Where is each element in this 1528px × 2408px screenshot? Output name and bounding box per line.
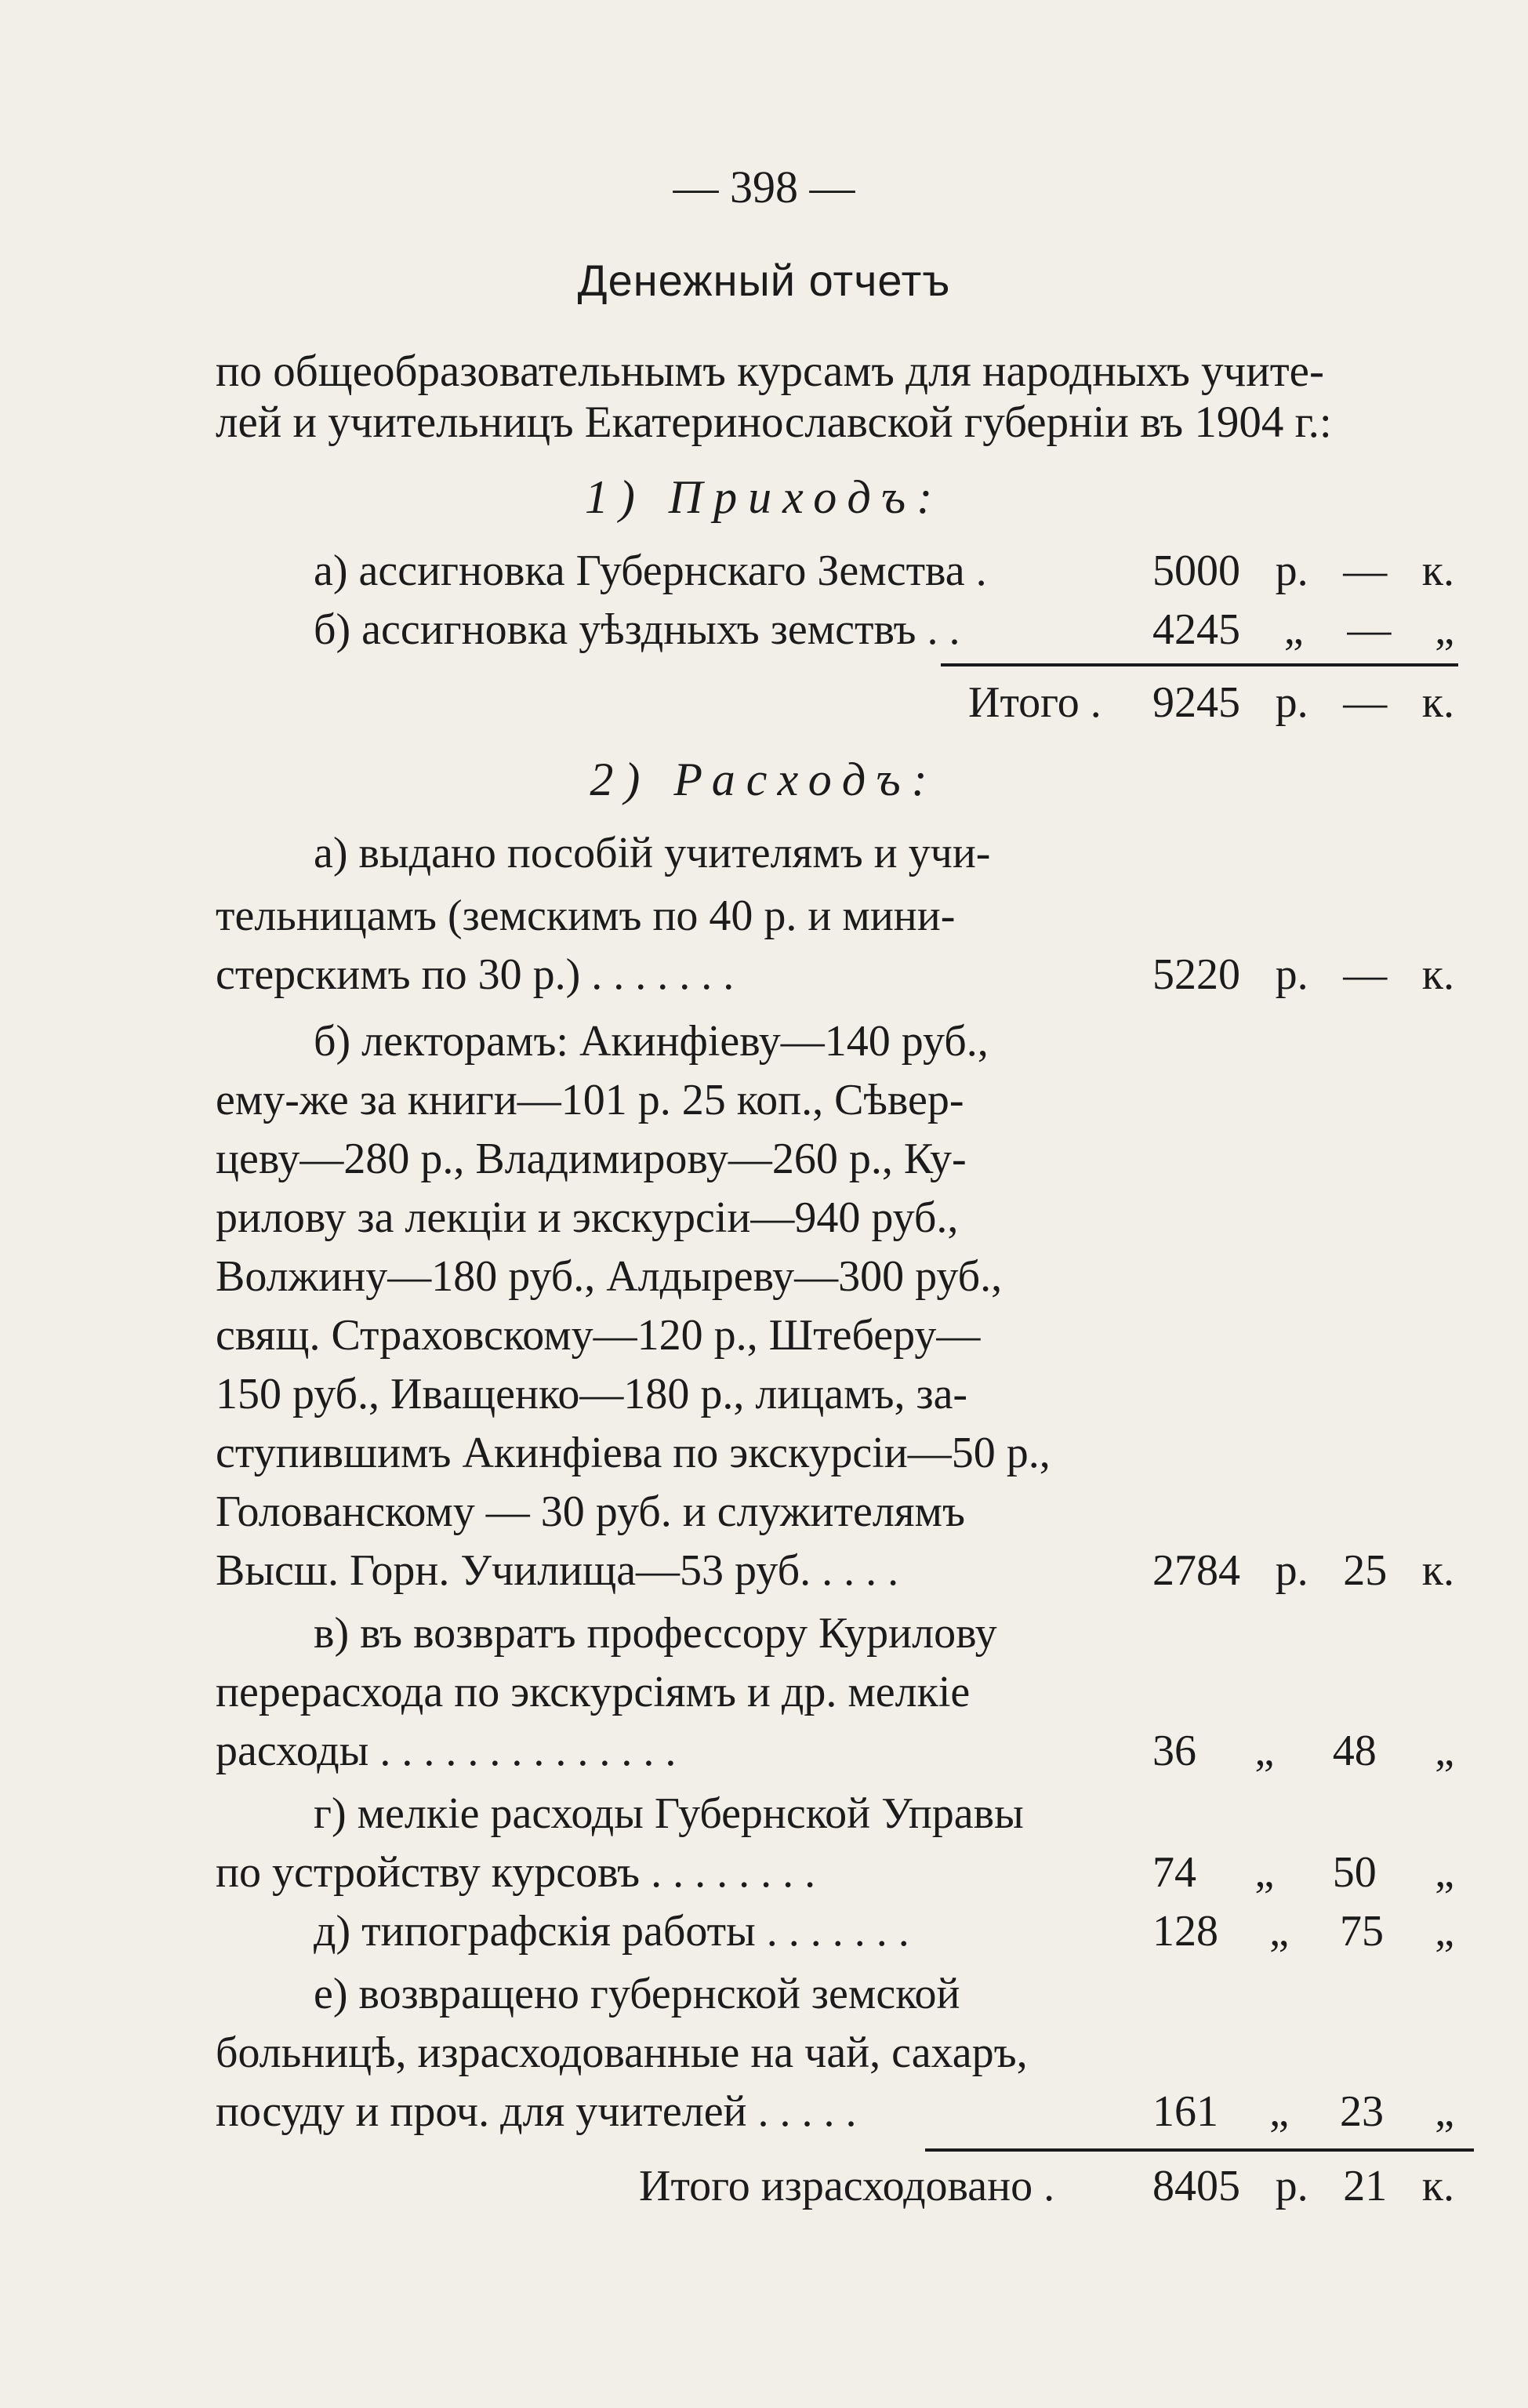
page-number: — 398 — bbox=[673, 162, 855, 212]
amount-rub: 5000 bbox=[1152, 547, 1240, 595]
amount-kop: 23 bbox=[1340, 2087, 1385, 2136]
unit-kop: к. bbox=[1421, 1546, 1454, 1595]
amount-rub: 2784 bbox=[1152, 1546, 1240, 1595]
amount-rub: 4245 bbox=[1152, 605, 1240, 654]
amount-kop: — bbox=[1343, 547, 1388, 595]
unit-kop: к. bbox=[1421, 678, 1454, 727]
unit-rub: р. bbox=[1275, 1546, 1308, 1595]
amount-kop: — bbox=[1343, 678, 1388, 727]
amount-rub: 5220 bbox=[1152, 950, 1240, 999]
amount-kop: 48 bbox=[1332, 1727, 1377, 1775]
document-page: — 398 — Денежный отчетъ по общеобразовательнымъ курсамъ для народныхъ учите- лей и учительницъ Екатеринославской губерніи въ 1904 г.: 1) Приходъ: а) ассигновка Губернскаго Земства . 5000 р. — к. б) ассигновка уѣздныхъ земствъ . . 4245 „ — „ Итого . 9245 р. — к. 2) Расходъ: а) выдано пособій учителямъ и учи- тельницамъ (земскимъ по 40 р. и мини- стерскимъ по 30 р.) . . . . . . . 5220 р. — к. б) лекторамъ: Акинфіеву—140 руб., ему-же за книги—101 р. 25 коп., Сѣвер- цеву—280 р., Владимирову—260 р., Ку- рилову за лекціи и экскурсіи—940 руб., Волжину—180 руб., Алдыреву—300 руб., свящ. Страховскому—120 р., Штеберу— 150 руб., Иващенко—180 р., лицамъ, за- ступившимъ Акинфіева по экскурсіи—50 р., Голованскому — 30 руб. и служителямъ Высш. Горн. Училища—53 руб. . . . . 2784 р. 25 к. в) въ возвратъ профессору Курилову перерасхода по экскурсіямъ и др. мелкіе расходы . . . . . . . . . . . . . . 36 „ 48 „ г) мелкіе расходы Губернской Управы по устройству курсовъ . . . . . . . . 74 „ 50 „ д) типографскія работы . . . . . . . 128 „ 75 „ е) возвращено губернской земской больницѣ, израсходованные на чай, сахаръ, посуду и проч. для учителей . . . . . 161 „ 23 „ Итого израсходовано . 8405 р. 21 к. bbox=[0, 0, 1528, 2408]
amount-rub: 36 bbox=[1152, 1727, 1196, 1775]
unit-kop: „ bbox=[1435, 1727, 1454, 1775]
amount-kop: 75 bbox=[1340, 1907, 1385, 1956]
unit-rub: „ bbox=[1269, 2087, 1289, 2136]
income-heading: 1) Приходъ: bbox=[584, 471, 944, 523]
amount-kop: — bbox=[1347, 605, 1392, 654]
amount-rub: 161 bbox=[1152, 2087, 1218, 2136]
amount-rub: 74 bbox=[1152, 1848, 1196, 1897]
unit-kop: „ bbox=[1435, 1848, 1454, 1897]
unit-kop: „ bbox=[1435, 605, 1454, 654]
amount-kop: 50 bbox=[1332, 1848, 1377, 1897]
amount-kop: — bbox=[1343, 950, 1388, 999]
unit-rub: р. bbox=[1275, 678, 1308, 727]
amount-rub: 9245 bbox=[1152, 678, 1240, 727]
unit-kop: к. bbox=[1421, 950, 1454, 999]
income-item-text: а) ассигновка Губернскаго Земства . bbox=[314, 547, 987, 595]
subtitle-line: лей и учительницъ Екатеринославской губерніи въ 1904 г.: bbox=[216, 398, 1332, 447]
unit-kop: к. bbox=[1421, 2162, 1454, 2210]
expense-total-label: Итого израсходовано . bbox=[639, 2162, 1055, 2210]
total-rule bbox=[941, 663, 1458, 666]
amount-rub: 128 bbox=[1152, 1907, 1218, 1956]
unit-rub: „ bbox=[1254, 1848, 1275, 1897]
unit-rub: р. bbox=[1275, 950, 1308, 999]
unit-kop: к. bbox=[1421, 547, 1454, 595]
income-item-text: б) ассигновка уѣздныхъ земствъ . . bbox=[314, 605, 960, 654]
amount-kop: 25 bbox=[1343, 1546, 1388, 1595]
total-rule bbox=[925, 2148, 1474, 2152]
amount-rub: 8405 bbox=[1152, 2162, 1240, 2210]
page-title: Денежный отчетъ bbox=[577, 256, 951, 305]
unit-rub: р. bbox=[1275, 2162, 1308, 2210]
unit-rub: „ bbox=[1283, 605, 1304, 654]
unit-rub: „ bbox=[1269, 1907, 1289, 1956]
unit-rub: р. bbox=[1275, 547, 1308, 595]
unit-kop: „ bbox=[1435, 1907, 1454, 1956]
unit-kop: „ bbox=[1435, 2087, 1454, 2136]
expense-heading: 2) Расходъ: bbox=[590, 754, 938, 805]
unit-rub: „ bbox=[1254, 1727, 1275, 1775]
income-total-label: Итого . bbox=[968, 678, 1102, 727]
amount-kop: 21 bbox=[1343, 2162, 1388, 2210]
subtitle-line: по общеобразовательнымъ курсамъ для народныхъ учите- bbox=[216, 347, 1324, 396]
